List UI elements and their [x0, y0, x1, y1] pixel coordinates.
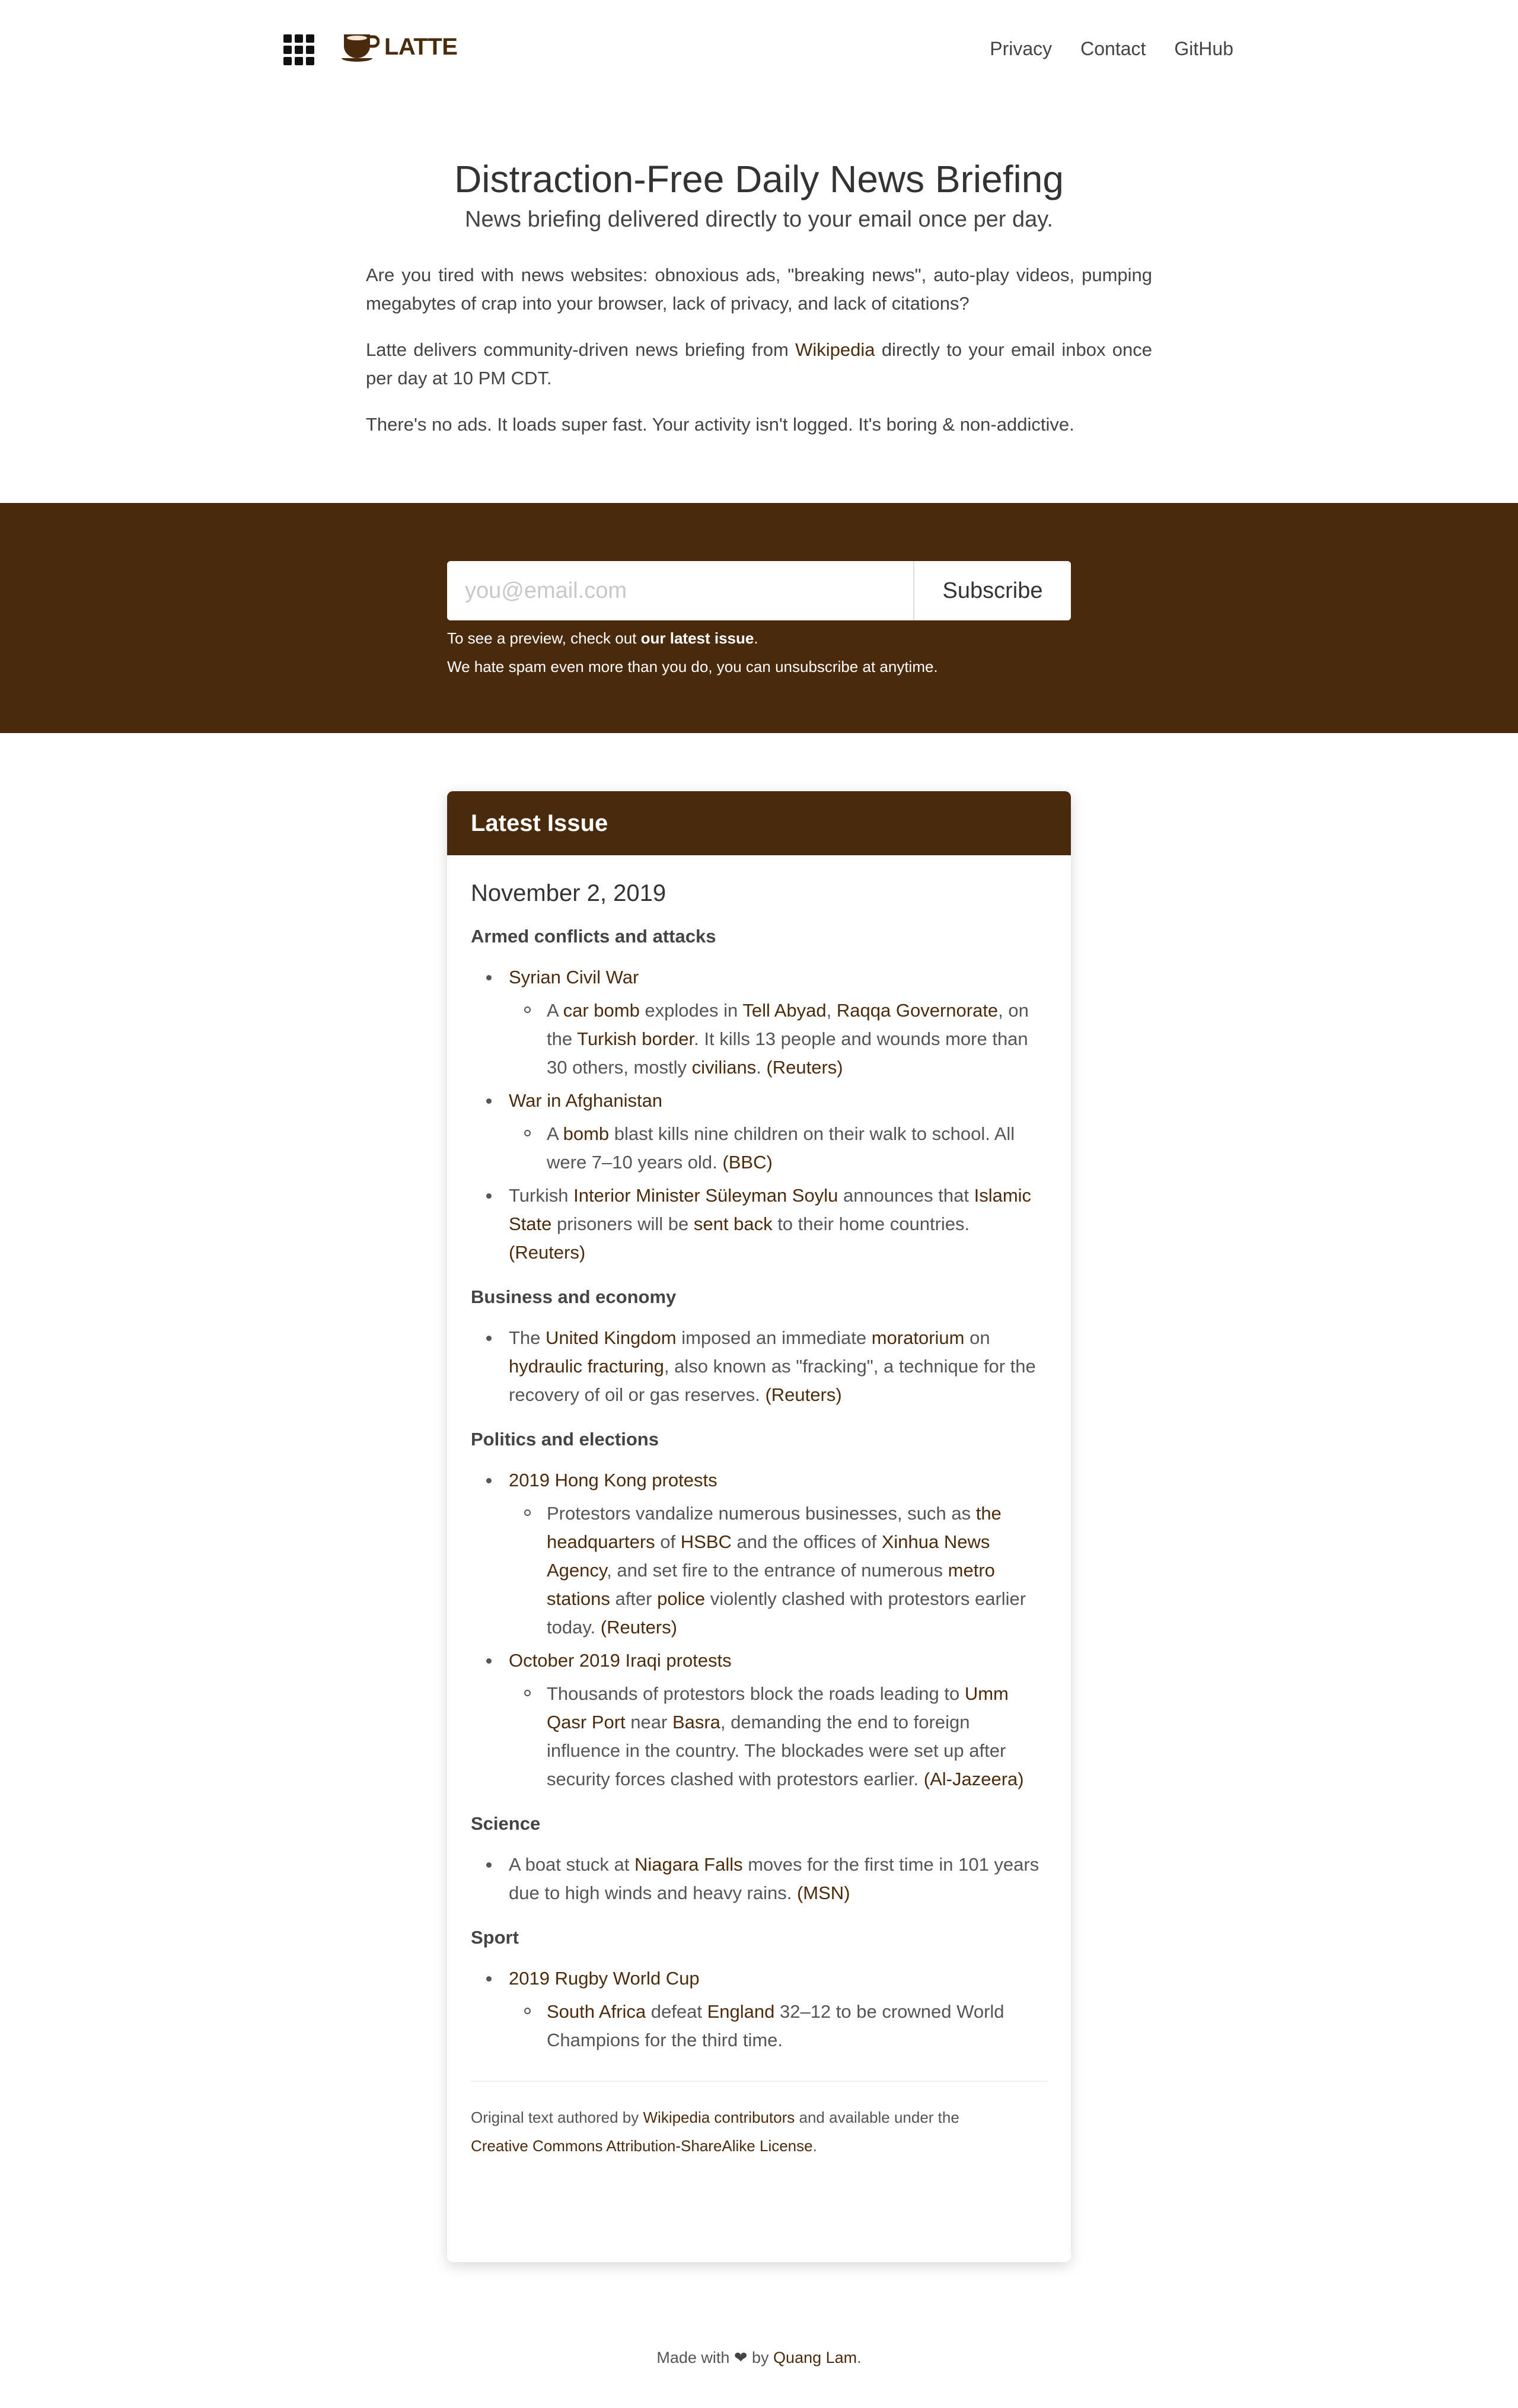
source-link[interactable]: (Reuters): [600, 1617, 677, 1638]
list-item: Thousands of protestors block the roads leading to Umm Qasr Port near Basra, demanding the end to foreign influence in the country. The blockades were set up after security forces clashed with protestors earlier. (Al-Jazeera): [509, 1680, 1047, 1794]
apps-grid-icon[interactable]: [283, 34, 314, 65]
category-title: Armed conflicts and attacks: [471, 926, 716, 947]
card-header: Latest Issue: [447, 791, 1071, 855]
inline-link[interactable]: Tell Abyad: [742, 1000, 827, 1021]
inline-link[interactable]: hydraulic fracturing: [509, 1356, 664, 1377]
nav-privacy[interactable]: Privacy: [990, 38, 1053, 59]
list-item: South Africa defeat England 32–12 to be crowned World Champions for the third time.: [509, 1998, 1047, 2055]
category-title: Business and economy: [471, 1286, 677, 1307]
subscribe-form: [447, 561, 1071, 620]
coffee-cup-icon: [340, 30, 380, 64]
category-armed-conflicts: [471, 923, 1047, 1267]
page-footer: Made with ❤ by Quang Lam.: [656, 2349, 862, 2366]
benefits-paragraph: There's no ads. It loads super fast. Your activity isn't logged. It's boring & non-addictive.: [366, 414, 1074, 435]
inline-link[interactable]: Turkish border: [577, 1028, 694, 1049]
inline-link[interactable]: moratorium: [871, 1327, 965, 1348]
category-business: [471, 1283, 1047, 1409]
page-subtitle: News briefing delivered directly to your email once per day.: [465, 207, 1053, 232]
list-item: Protestors vandalize numerous businesses, such as the headquarters of HSBC and the offices of Xinhua News Agency, and set fire to the entrance of numerous metro stations after police violently clashed with protestors earlier today. (Reuters): [509, 1499, 1047, 1642]
inline-link[interactable]: police: [657, 1588, 706, 1609]
category-title: Politics and elections: [471, 1429, 659, 1450]
logo-text: LATTE: [384, 33, 458, 60]
top-nav: [990, 38, 1233, 60]
list-item: A bomb blast kills nine children on their walk to school. All were 7–10 years old. (BBC): [509, 1120, 1047, 1177]
subscribe-button[interactable]: Subscribe: [913, 561, 1071, 620]
divider: [471, 2081, 1047, 2082]
spam-note: We hate spam even more than you do, you can unsubscribe at anytime.: [447, 658, 938, 676]
latest-issue-card: [447, 791, 1071, 2262]
inline-link[interactable]: Umm Qasr Port: [547, 1683, 1009, 1732]
license-note: Original text authored by Wikipedia contributors and available under the Creative Commons Attribution-ShareAlike License.: [471, 2108, 959, 2155]
source-link[interactable]: (Reuters): [766, 1057, 843, 1078]
inline-link[interactable]: Islamic State: [509, 1185, 1032, 1234]
category-politics: [471, 1426, 1047, 1794]
latest-issue-link[interactable]: our latest issue: [640, 629, 754, 647]
hero: [366, 155, 1152, 439]
topic-link[interactable]: War in Afghanistan: [509, 1090, 663, 1111]
list-item: [471, 1087, 1047, 1177]
source-link[interactable]: (Al-Jazeera): [923, 1769, 1024, 1789]
inline-link[interactable]: Süleyman Soylu: [705, 1185, 838, 1206]
email-input[interactable]: [447, 561, 913, 620]
inline-link[interactable]: the headquarters: [547, 1503, 1002, 1552]
inline-link[interactable]: England: [707, 2001, 775, 2022]
list-item: A boat stuck at Niagara Falls moves for the first time in 101 years due to high winds and heavy rains. (MSN): [471, 1850, 1047, 1907]
issue-date: November 2, 2019: [471, 880, 666, 906]
description-paragraph: Latte delivers community-driven news briefing from Wikipedia directly to your email inbox once per day at 10 PM CDT.: [366, 339, 1152, 388]
inline-link[interactable]: sent back: [693, 1213, 773, 1234]
author-link[interactable]: Quang Lam: [773, 2349, 857, 2366]
inline-link[interactable]: civilians: [691, 1057, 757, 1078]
list-item: Turkish Interior Minister Süleyman Soylu announces that Islamic State prisoners will be sent back to their home countries. (Reuters): [471, 1181, 1047, 1267]
source-link[interactable]: (MSN): [796, 1883, 850, 1903]
category-science: [471, 1810, 1047, 1907]
inline-link[interactable]: United Kingdom: [546, 1327, 677, 1348]
logo[interactable]: [340, 30, 457, 64]
source-link[interactable]: (BBC): [722, 1152, 773, 1173]
wikipedia-link[interactable]: Wikipedia: [795, 339, 875, 360]
inline-link[interactable]: Raqqa Governorate: [836, 1000, 999, 1021]
source-link[interactable]: (Reuters): [765, 1384, 842, 1405]
category-title: Sport: [471, 1927, 519, 1948]
inline-link[interactable]: Interior Minister: [573, 1185, 700, 1206]
nav-github[interactable]: GitHub: [1174, 38, 1233, 59]
source-link[interactable]: (Reuters): [509, 1242, 586, 1263]
list-item: [471, 963, 1047, 1082]
list-item: [471, 1964, 1047, 2055]
inline-link[interactable]: Xinhua News Agency: [547, 1531, 990, 1581]
category-title: Science: [471, 1813, 541, 1834]
list-item: [471, 1646, 1047, 1794]
inline-link[interactable]: car bomb: [563, 1000, 640, 1021]
nav-contact[interactable]: Contact: [1080, 38, 1146, 59]
subscribe-section: [0, 503, 1518, 733]
heart-icon: ❤: [734, 2349, 748, 2366]
license-link[interactable]: Creative Commons Attribution-ShareAlike License: [471, 2137, 813, 2155]
page-title: Distraction-Free Daily News Briefing: [454, 158, 1064, 200]
site-header: [0, 0, 1518, 101]
topic-link[interactable]: 2019 Hong Kong protests: [509, 1470, 717, 1490]
inline-link[interactable]: bomb: [563, 1123, 610, 1144]
inline-link[interactable]: South Africa: [547, 2001, 646, 2022]
inline-link[interactable]: metro stations: [547, 1560, 995, 1609]
topic-link[interactable]: 2019 Rugby World Cup: [509, 1968, 700, 1989]
inline-link[interactable]: Niagara Falls: [634, 1854, 743, 1875]
wikipedia-contributors-link[interactable]: Wikipedia contributors: [643, 2108, 795, 2126]
topic-link[interactable]: October 2019 Iraqi protests: [509, 1650, 732, 1671]
inline-link[interactable]: Basra: [672, 1712, 720, 1732]
intro-paragraph: Are you tired with news websites: obnoxious ads, "breaking news", auto-play videos, pumping megabytes of crap into your browser, lack of privacy, and lack of citations?: [366, 265, 1152, 314]
preview-note: To see a preview, check out our latest issue.: [447, 629, 758, 647]
list-item: [471, 1466, 1047, 1642]
list-item: The United Kingdom imposed an immediate moratorium on hydraulic fracturing, also known as "fracking", a technique for the recovery of oil or gas reserves. (Reuters): [471, 1324, 1047, 1409]
topic-link[interactable]: Syrian Civil War: [509, 967, 639, 988]
inline-link[interactable]: HSBC: [680, 1531, 732, 1552]
list-item: A car bomb explodes in Tell Abyad, Raqqa Governorate, on the Turkish border. It kills 13 people and wounds more than 30 others, mostly civilians. (Reuters): [509, 996, 1047, 1082]
category-sport: [471, 1924, 1047, 2055]
